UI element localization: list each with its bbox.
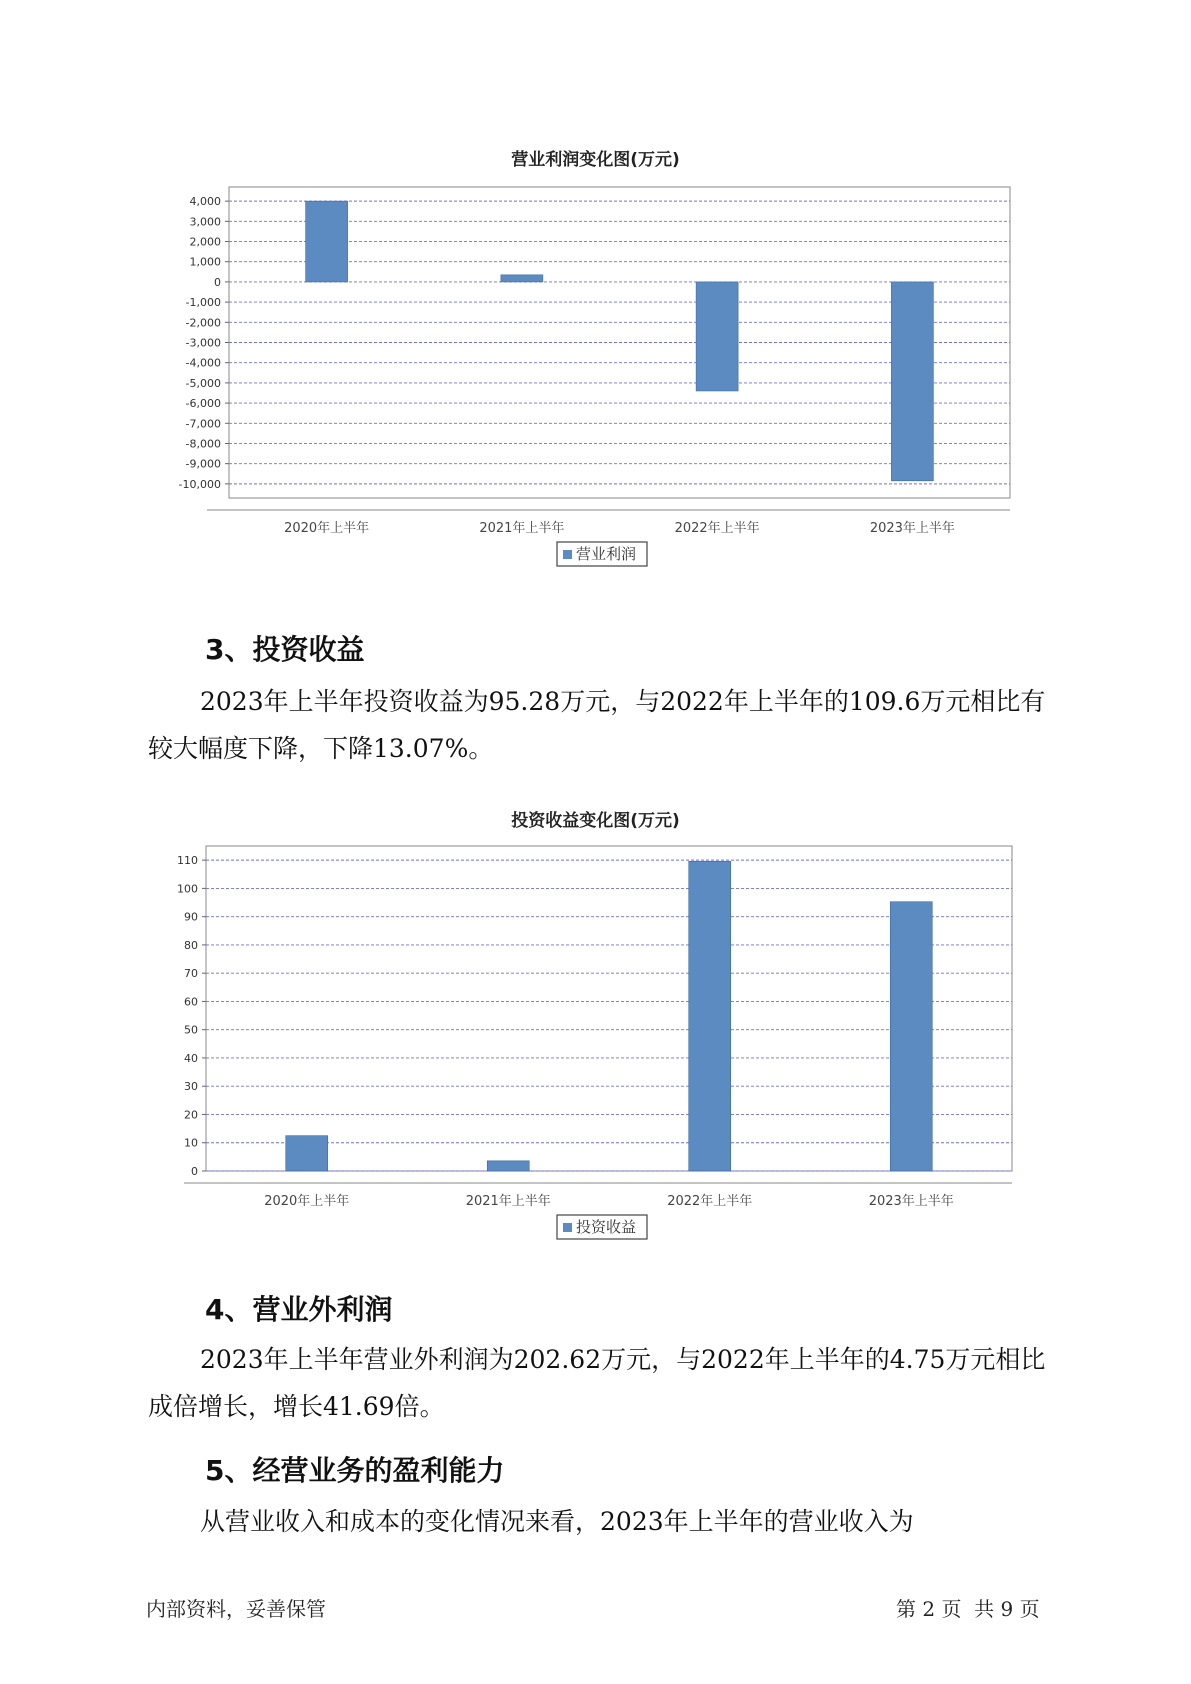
y-tick-label: 90 (184, 910, 198, 924)
section-5-paragraph (148, 1498, 1048, 1545)
y-tick-label: 0 (214, 275, 221, 289)
y-tick-label: -5,000 (185, 376, 221, 390)
y-tick-label: 80 (184, 938, 198, 952)
y-tick-label: 30 (184, 1080, 198, 1094)
bar (501, 275, 543, 282)
section-5-heading: 5、经营业务的盈利能力 (205, 1454, 505, 1487)
bar (689, 861, 731, 1171)
y-tick-label: -6,000 (185, 397, 221, 411)
chart-1-title: 营业利润变化图(万元) (511, 150, 680, 170)
bar (306, 201, 348, 282)
section-4-text: 2023年上半年营业外利润为202.62万元，与2022年上半年的4.75万元相比成倍增长，增长41.69倍。 (148, 1345, 1046, 1421)
legend-swatch (563, 550, 572, 559)
y-tick-label: 110 (177, 854, 198, 868)
bar (487, 1161, 529, 1171)
y-tick-label: 1,000 (189, 255, 221, 269)
y-tick-label: 20 (184, 1108, 198, 1122)
y-tick-label: 10 (184, 1136, 198, 1150)
footer-page-number: 第 2 页 共 9 页 (896, 1597, 1040, 1621)
y-tick-label: 3,000 (189, 215, 221, 229)
y-tick-label: 4,000 (189, 195, 221, 209)
legend-swatch (563, 1223, 572, 1232)
y-tick-label: 100 (177, 882, 198, 896)
y-tick-label: 70 (184, 967, 198, 981)
y-tick-label: -4,000 (185, 356, 221, 370)
x-category-label: 2023年上半年 (868, 1194, 954, 1209)
legend-label: 投资收益 (576, 1218, 637, 1236)
section-3-text: 2023年上半年投资收益为95.28万元，与2022年上半年的109.6万元相比有较大幅度下降，下降13.07%。 (148, 687, 1046, 763)
y-tick-label: -1,000 (185, 296, 221, 310)
x-category-label: 2021年上半年 (465, 1194, 551, 1209)
x-category-label: 2022年上半年 (674, 521, 760, 536)
x-category-label: 2023年上半年 (869, 521, 955, 536)
bar (696, 282, 738, 391)
y-tick-label: 2,000 (189, 235, 221, 249)
y-tick-label: 50 (184, 1023, 198, 1037)
y-tick-label: -8,000 (185, 437, 221, 451)
y-tick-label: -9,000 (185, 457, 221, 471)
bar (286, 1136, 328, 1171)
section-3-heading: 3、投资收益 (205, 633, 365, 666)
bar (890, 902, 932, 1171)
section-5-text: 从营业收入和成本的变化情况来看，2023年上半年的营业收入为 (200, 1507, 914, 1536)
investment-income-chart (0, 835, 1191, 1255)
footer-confidential-note: 内部资料，妥善保管 (146, 1597, 326, 1621)
y-tick-label: -2,000 (185, 316, 221, 330)
y-tick-label: 40 (184, 1051, 198, 1065)
bar (891, 282, 933, 481)
section-4-heading: 4、营业外利润 (205, 1293, 393, 1326)
legend-label: 营业利润 (576, 545, 637, 563)
y-tick-label: -7,000 (185, 417, 221, 431)
y-tick-label: 0 (191, 1165, 198, 1178)
x-category-label: 2020年上半年 (264, 1194, 350, 1209)
y-tick-label: -10,000 (178, 477, 221, 491)
y-tick-label: -3,000 (185, 336, 221, 350)
section-3-paragraph (148, 678, 1048, 772)
section-4-paragraph (148, 1336, 1048, 1430)
chart-2-title: 投资收益变化图(万元) (511, 811, 680, 831)
y-tick-label: 60 (184, 995, 198, 1009)
x-category-label: 2021年上半年 (479, 521, 565, 536)
x-category-label: 2020年上半年 (284, 521, 370, 536)
x-category-label: 2022年上半年 (667, 1194, 753, 1209)
operating-profit-chart (0, 175, 1191, 595)
